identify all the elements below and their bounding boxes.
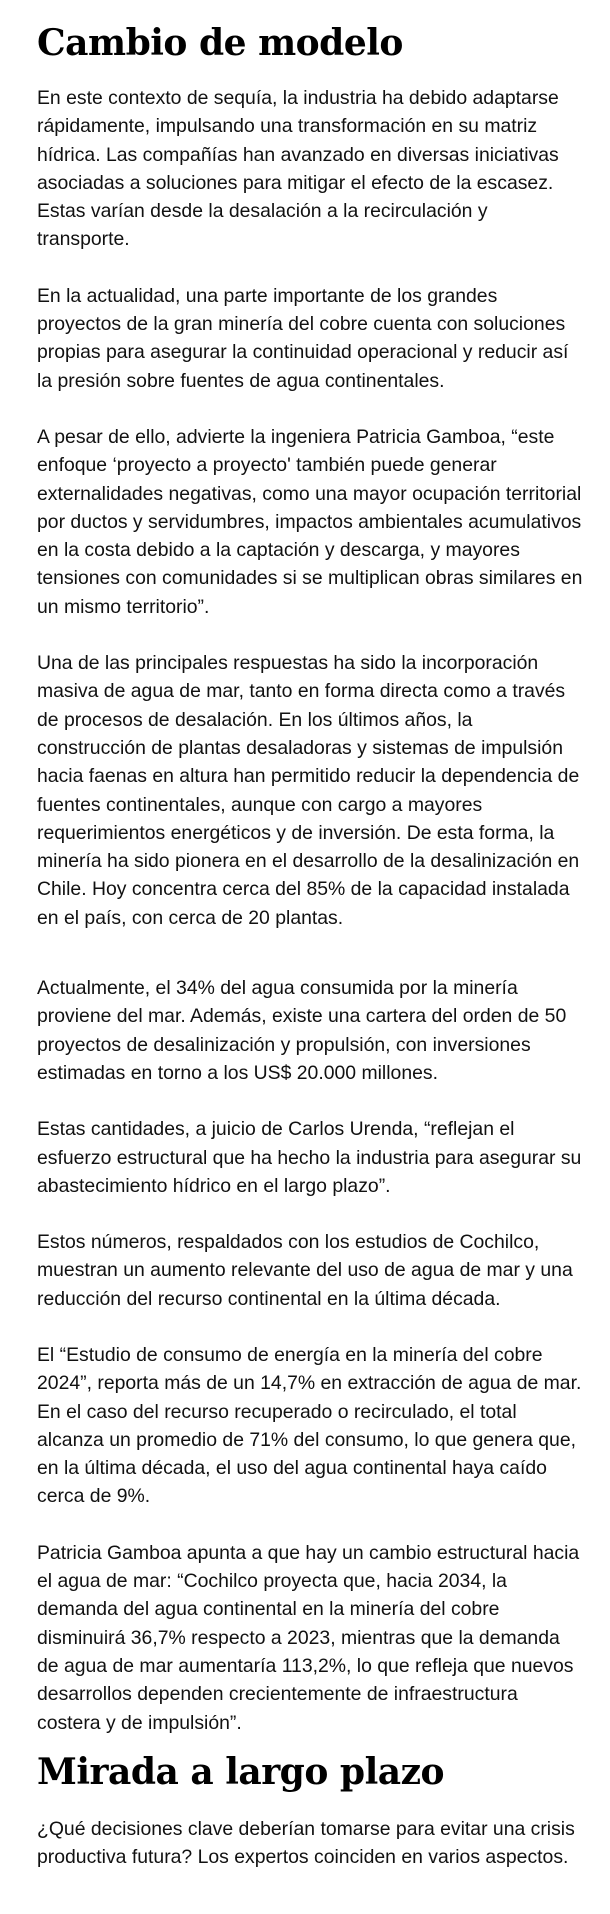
paragraph: Actualmente, el 34% del agua consumida por la minería proviene del mar. Además, existe una cartera del orden de 50 proyectos de desalinización y propulsión, con inversiones estimadas en torno a los US$ 20.000 millones. xyxy=(37,977,567,1084)
section-heading-mirada-a-largo-plazo: Mirada a largo plazo xyxy=(37,1750,445,1793)
paragraph: En este contexto de sequía, la industria ha debido adaptarse rápidamente, impulsando una transformación en su matriz hídrica. Las compañías han avanzado en diversas iniciativas asociadas a soluciones para mitigar el efecto de la escasez. Estas varían desde la desalación a la recirculación y transporte. xyxy=(37,87,559,251)
paragraph: ¿Qué decisiones clave deberían tomarse para evitar una crisis productiva futura? Los expertos coinciden en varios aspectos. xyxy=(37,1817,575,1869)
article-body xyxy=(37,0,585,1871)
section-heading-cambio-de-modelo: Cambio de modelo xyxy=(37,22,403,64)
paragraph: Patricia Gamboa apunta a que hay un cambio estructural hacia el agua de mar: “Cochilco proyecta que, hacia 2034, la demanda del agua continental en la minería del cobre disminuirá 36,7% respecto a 2023, mientras que la demanda de agua de mar aumentaría 113,2%, lo que refleja que nuevos desarrollos dependen crecientemente de infraestructura costera y de impulsión”. xyxy=(37,1541,580,1734)
paragraph: Estas cantidades, a juicio de Carlos Urenda, “reflejan el esfuerzo estructural que ha hecho la industria para asegurar su abastecimiento hídrico en el largo plazo”. xyxy=(37,1118,582,1197)
paragraph: Una de las principales respuestas ha sido la incorporación masiva de agua de mar, tanto en forma directa como a través de procesos de desalación. En los últimos años, la construcción de plantas desaladoras y sistemas de impulsión hacia faenas en altura han permitido reducir la dependencia de fuentes continentales, aunque con cargo a mayores requerimientos energéticos y de inversión. De esta forma, la minería ha sido pionera en el desarrollo de la desalinización en Chile. Hoy concentra cerca del 85% de la capacidad instalada en el país, con cerca de 20 plantas. xyxy=(37,652,580,929)
paragraph: En la actualidad, una parte importante de los grandes proyectos de la gran minería del cobre cuenta con soluciones propias para asegurar la continuidad operacional y reducir así la presión sobre fuentes de agua continentales. xyxy=(37,284,569,392)
paragraph: A pesar de ello, advierte la ingeniera Patricia Gamboa, “este enfoque ‘proyecto a proyecto' también puede generar externalidades negativas, como una mayor ocupación territorial por ductos y servidumbres, impactos ambientales acumulativos en la costa debido a la captación y descarga, y mayores tensiones con comunidades si se multiplican obras similares en un mismo territorio”. xyxy=(37,425,583,618)
paragraph: El “Estudio de consumo de energía en la minería del cobre 2024”, reporta más de un 14,7% en extracción de agua de mar. En el caso del recurso recuperado o recirculado, el total alcanza un promedio de 71% del consumo, lo que genera que, en la última década, el uso del agua continental haya caído cerca de 9%. xyxy=(37,1343,582,1508)
paragraph: Estos números, respaldados con los estudios de Cochilco, muestran un aumento relevante del uso de agua de mar y una reducción del recurso continental en la última década. xyxy=(37,1231,573,1310)
